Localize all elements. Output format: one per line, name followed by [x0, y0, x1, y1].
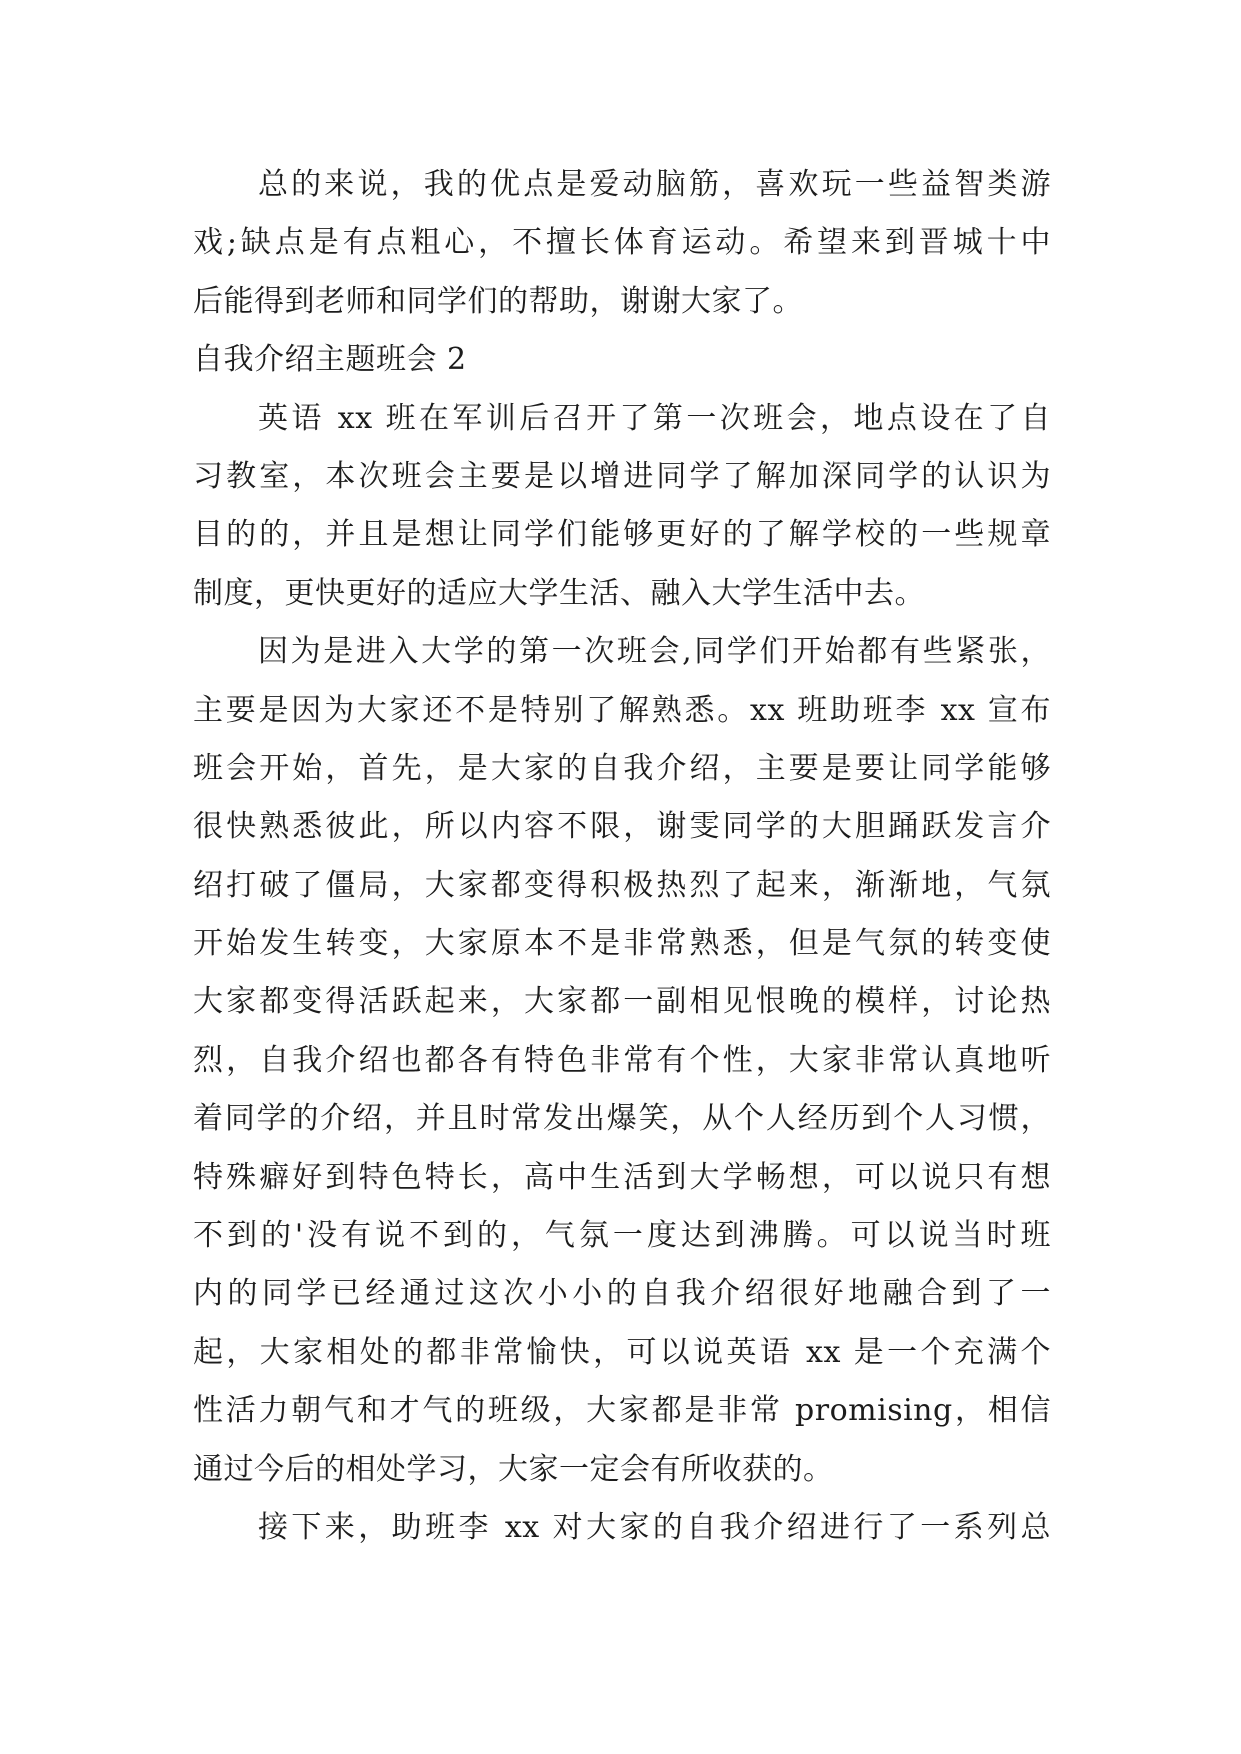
paragraph: [193, 390, 1051, 624]
paragraph: [193, 623, 1051, 1499]
text-line: 制度，更快更好的适应大学生活、融入大学生活中去。: [193, 575, 925, 611]
text-line: 特殊癖好到特色特长，高中生活到大学畅想，可以说只有想: [193, 1159, 1051, 1195]
text-line: 不到的'没有说不到的，气氛一度达到沸腾。可以说当时班: [193, 1218, 1051, 1254]
text-line: 戏;缺点是有点粗心，不擅长体育运动。希望来到晋城十中: [193, 225, 1051, 261]
text-line: 烈，自我介绍也都各有特色非常有个性，大家非常认真地听: [193, 1042, 1051, 1078]
text-line: 习教室，本次班会主要是以增进同学了解加深同学的认识为: [193, 458, 1051, 494]
text-line: 班会开始，首先，是大家的自我介绍，主要是要让同学能够: [193, 750, 1051, 786]
text-line: 很快熟悉彼此，所以内容不限，谢雯同学的大胆踊跃发言介: [193, 809, 1051, 845]
text-line: 英语 xx 班在军训后召开了第一次班会，地点设在了自: [258, 400, 1051, 436]
text-line: 大家都变得活跃起来，大家都一副相见恨晚的模样，讨论热: [193, 984, 1051, 1020]
text-line: 性活力朝气和才气的班级，大家都是非常 promising，相信: [193, 1393, 1051, 1429]
paragraph: [193, 1499, 1051, 1557]
paragraph: [193, 156, 1051, 331]
section-heading: 自我介绍主题班会 2: [193, 342, 467, 378]
text-line: 内的同学已经通过这次小小的自我介绍很好地融合到了一: [193, 1276, 1051, 1312]
text-line: 目的的，并且是想让同学们能够更好的了解学校的一些规章: [193, 517, 1051, 553]
text-line: 接下来，助班李 xx 对大家的自我介绍进行了一系列总: [258, 1509, 1051, 1545]
text-line: 后能得到老师和同学们的帮助，谢谢大家了。: [193, 283, 803, 319]
text-line: 绍打破了僵局，大家都变得积极热烈了起来，渐渐地，气氛: [193, 867, 1051, 903]
text-line: 开始发生转变，大家原本不是非常熟悉，但是气氛的转变使: [193, 926, 1051, 962]
text-line: 着同学的介绍，并且时常发出爆笑，从个人经历到个人习惯，: [193, 1101, 1051, 1137]
document-body: [193, 156, 1051, 1557]
text-line: 起，大家相处的都非常愉快，可以说英语 xx 是一个充满个: [193, 1334, 1051, 1370]
text-line: 因为是进入大学的第一次班会,同学们开始都有些紧张，: [258, 634, 1051, 670]
text-line: 总的来说，我的优点是爱动脑筋，喜欢玩一些益智类游: [258, 167, 1051, 202]
text-line: 主要是因为大家还不是特别了解熟悉。xx 班助班李 xx 宣布: [193, 692, 1051, 728]
text-line: 通过今后的相处学习，大家一定会有所收获的。: [193, 1451, 834, 1487]
